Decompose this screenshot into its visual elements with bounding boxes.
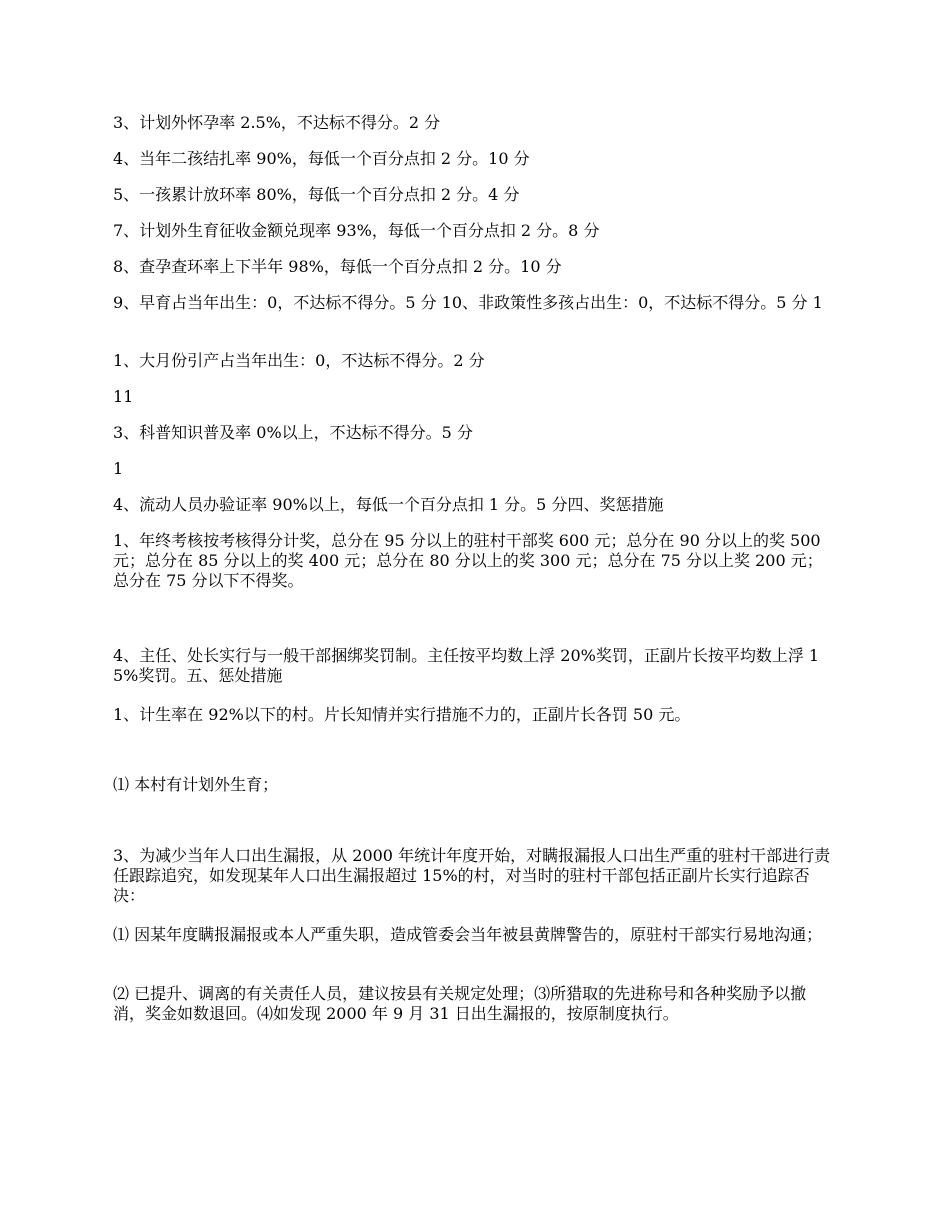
paragraph-8: 11 <box>113 387 134 406</box>
paragraph-12: 1、年终考核按考核得分计奖，总分在 95 分以上的驻村干部奖 600 元；总分在 90 分以上的奖 500 元；总分在 85 分以上的奖 400 元；总分在 80 分以上的奖 300 元；总分在 75 分以上奖 200 元；总分在 75 分以下不得奖。 <box>113 531 823 590</box>
paragraph-4: 7、计划外生育征收金额兑现率 93%，每低一个百分点扣 2 分。8 分 <box>113 221 600 240</box>
paragraph-10: 1 <box>113 459 124 478</box>
paragraph-13: 4、主任、处长实行与一般干部捆绑奖罚制。主任按平均数上浮 20%奖罚，正副片长按平均数上浮 15%奖罚。五、惩处措施 <box>113 646 820 685</box>
paragraph-3: 5、一孩累计放环率 80%，每低一个百分点扣 2 分。4 分 <box>113 185 520 204</box>
paragraph-16: 3、为减少当年人口出生漏报，从 2000 年统计年度开始，对瞒报漏报人口出生严重的驻村干部进行责任跟踪追究，如发现某年人口出生漏报超过 15%的村，对当时的驻村干部包括正副片长实行追踪否决： <box>113 846 831 905</box>
paragraph-14: 1、计生率在 92%以下的村。片长知情并实行措施不力的，正副片长各罚 50 元。 <box>113 705 691 724</box>
paragraph-7: 1、大月份引产占当年出生：0，不达标不得分。2 分 <box>113 351 485 370</box>
paragraph-6: 9、早育占当年出生：0，不达标不得分。5 分 10、非政策性多孩占出生：0，不达标不得分。5 分 1 <box>113 293 823 312</box>
paragraph-15: ⑴ 本村有计划外生育； <box>113 775 279 794</box>
paragraph-11: 4、流动人员办验证率 90%以上，每低一个百分点扣 1 分。5 分四、奖惩措施 <box>113 495 664 514</box>
paragraph-17: ⑴ 因某年度瞒报漏报或本人严重失职，造成管委会当年被县黄牌警告的，原驻村干部实行易地沟通； <box>113 925 823 944</box>
paragraph-5: 8、查孕查环率上下半年 98%，每低一个百分点扣 2 分。10 分 <box>113 257 562 276</box>
paragraph-2: 4、当年二孩结扎率 90%，每低一个百分点扣 2 分。10 分 <box>113 149 530 168</box>
paragraph-18: ⑵ 已提升、调离的有关责任人员，建议按县有关规定处理；⑶所猎取的先进称号和各种奖励予以撤消，奖金如数退回。⑷如发现 2000 年 9 月 31 日出生漏报的，按原制度执行。 <box>113 984 807 1023</box>
paragraph-9: 3、科普知识普及率 0%以上，不达标不得分。5 分 <box>113 423 473 442</box>
paragraph-1: 3、计划外怀孕率 2.5%，不达标不得分。2 分 <box>113 113 441 132</box>
